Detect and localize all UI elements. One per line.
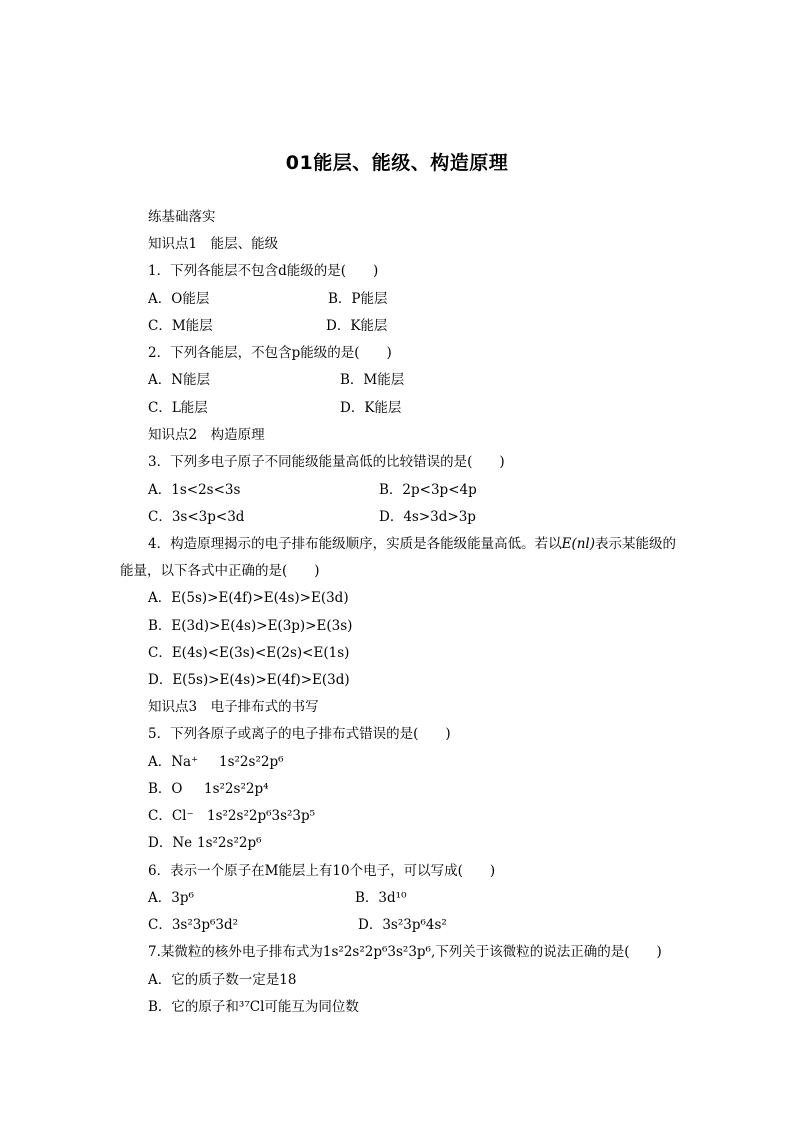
question-7-option-b-post: 可能互为同位数 <box>264 999 359 1015</box>
question-7-stem-post: ,下列关于该微粒的说法正确的是( ) <box>430 944 662 960</box>
question-6-option-c: C．3s²3p⁶3d² <box>148 917 239 933</box>
question-4-option-d: D．E(5s)>E(4s)>E(4f)>E(3d) <box>148 672 350 688</box>
question-5-option-d-config: 1s²2s²2p⁶ <box>197 835 262 851</box>
question-4-nl: (nl) <box>571 536 595 552</box>
question-1-stem: 1．下列各能层不包含d能级的是( ) <box>148 263 379 279</box>
question-1-option-b: B．P能层 <box>328 291 388 307</box>
question-7-option-b <box>148 998 359 1016</box>
question-4-option-b: B．E(3d)>E(4s)>E(3p)>E(3s) <box>148 618 353 634</box>
question-5-option-c-label: C．Cl⁻ <box>148 808 194 824</box>
knowledge-point-3: 知识点3 电子排布式的书写 <box>148 699 319 715</box>
question-3-option-b: B．2p<3p<4p <box>379 482 477 498</box>
question-5-option-d-label: D．Ne <box>148 835 193 851</box>
question-4-stem-pre: 4．构造原理揭示的电子排布能级顺序，实质是各能级能量高低。若以 <box>148 536 562 552</box>
knowledge-point-2: 知识点2 构造原理 <box>148 427 265 443</box>
question-6-stem: 6．表示一个原子在M能层上有10个电子，可以写成( ) <box>148 863 496 879</box>
question-5-option-a-config: 1s²2s²2p⁶ <box>219 754 284 770</box>
question-7-stem-pre: 7.某微粒的核外电子排布式为 <box>148 944 323 960</box>
question-2-option-a: A．N能层 <box>148 372 211 388</box>
question-4-option-a: A．E(5s)>E(4f)>E(4s)>E(3d) <box>148 590 349 606</box>
question-4-energy-symbol: E <box>561 536 572 552</box>
section-heading: 练基础落实 <box>148 209 216 225</box>
question-4-stem-post: 表示某能级的能量，以下各式中正确的是( ) <box>120 536 676 579</box>
question-1-option-c: C．M能层 <box>148 318 213 334</box>
question-7-stem <box>148 943 662 961</box>
question-3-option-d: D．4s>3d>3p <box>379 509 476 525</box>
question-4-stem <box>120 531 680 585</box>
question-7-option-a: A．它的质子数一定是18 <box>148 972 297 988</box>
page-title: 01能层、能级、构造原理 <box>285 152 509 174</box>
question-7-option-b-pre: B．它的原子和 <box>148 999 239 1015</box>
question-7-config: 1s²2s²2p⁶3s²3p⁶ <box>322 944 431 960</box>
question-4-option-c: C．E(4s)<E(3s)<E(2s)<E(1s) <box>148 645 350 661</box>
question-1-option-d: D．K能层 <box>326 318 388 334</box>
question-5-stem: 5．下列各原子或离子的电子排布式错误的是( ) <box>148 726 451 742</box>
question-2-option-c: C．L能层 <box>148 400 208 416</box>
question-2-option-b: B．M能层 <box>340 372 405 388</box>
question-2-option-d: D．K能层 <box>340 400 402 416</box>
question-3-option-c: C．3s<3p<3d <box>148 509 245 525</box>
question-3-option-a: A．1s<2s<3s <box>148 482 241 498</box>
question-5-option-c-config: 1s²2s²2p⁶3s²3p⁵ <box>207 808 316 824</box>
question-5-option-b-config: 1s²2s²2p⁴ <box>204 781 269 797</box>
question-7-isotope: ³⁷Cl <box>238 999 265 1015</box>
question-6-option-d: D．3s²3p⁶4s² <box>358 917 447 933</box>
question-5-option-a-label: A．Na⁺ <box>148 754 199 770</box>
question-5-option-b-label: B．O <box>148 781 183 797</box>
question-6-option-b: B．3d¹⁰ <box>355 890 407 906</box>
question-6-option-a: A．3p⁶ <box>148 890 194 906</box>
question-2-stem: 2．下列各能层，不包含p能级的是( ) <box>148 345 392 361</box>
question-3-stem: 3．下列多电子原子不同能级能量高低的比较错误的是( ) <box>148 454 505 470</box>
knowledge-point-1: 知识点1 能层、能级 <box>148 236 279 252</box>
question-1-option-a: A．O能层 <box>148 291 210 307</box>
